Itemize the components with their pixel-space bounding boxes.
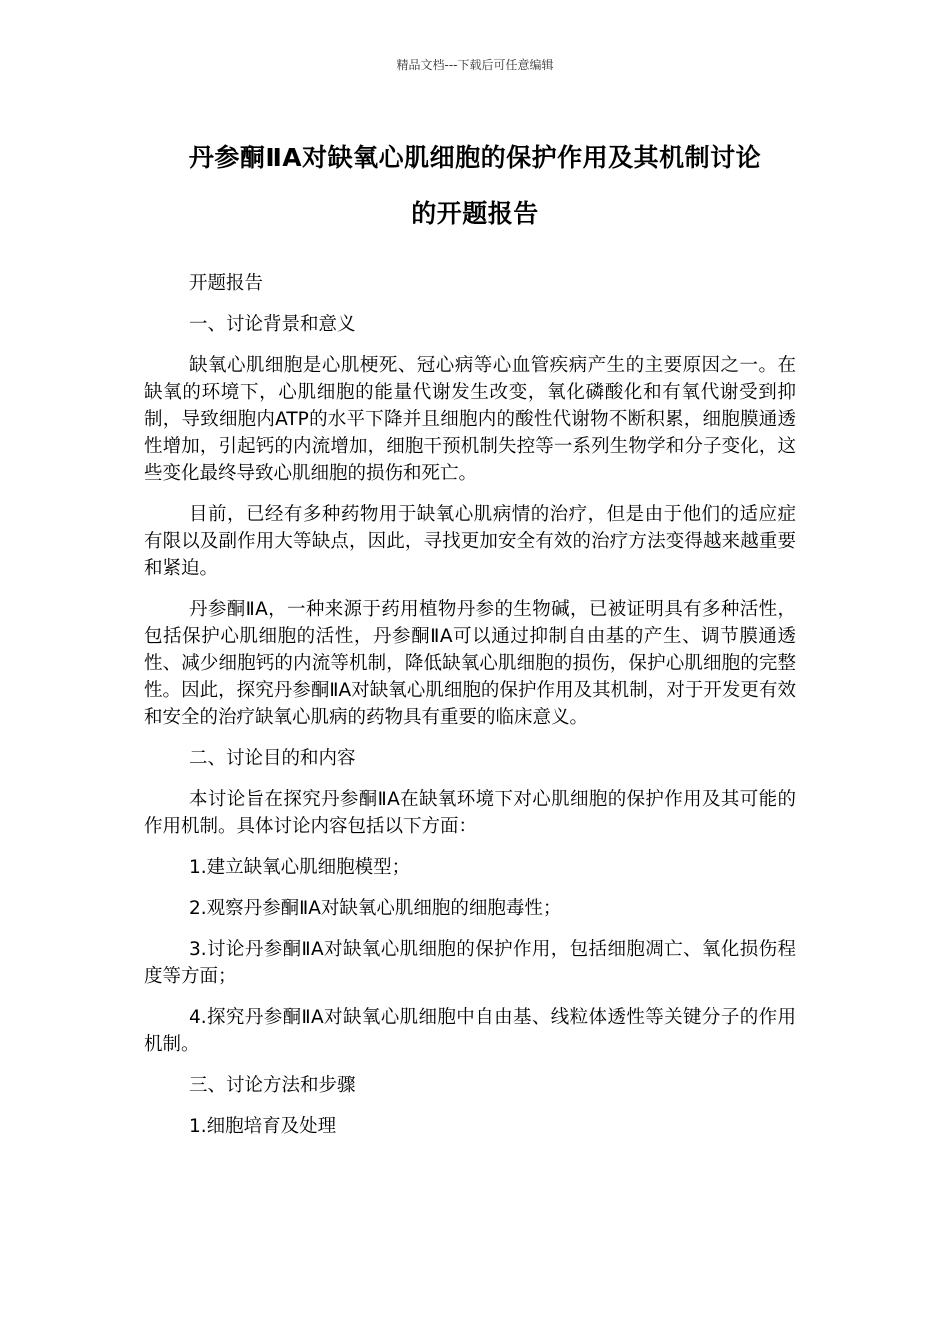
list-item: 1.建立缺氧心肌细胞模型； [189,857,411,878]
list-item: 4.探究丹参酮ⅡA对缺氧心肌细胞中自由基、线粒体透性等关键分子的作用机制。 [144,1007,796,1055]
title-line-1: 丹参酮ⅡA对缺氧心肌细胞的保护作用及其机制讨论 [188,143,762,172]
section-heading-2: 二、讨论目的和内容 [189,748,356,769]
paragraph: 本讨论旨在探究丹参酮ⅡA在缺氧环境下对心肌细胞的保护作用及其可能的作用机制。具体讨论内容包括以下方面： [144,789,796,837]
paragraph: 缺氧心肌细胞是心肌梗死、冠心病等心血管疾病产生的主要原因之一。在缺氧的环境下，心肌细胞的能量代谢发生改变，氧化磷酸化和有氧代谢受到抑制，导致细胞内ATP的水平下降并且细胞内的酸性代谢物不断积累，细胞膜通透性增加，引起钙的内流增加，细胞干预机制失控等一系列生物学和分子变化，这些变化最终导致心肌细胞的损伤和死亡。 [144,355,796,484]
page-header: 精品文档---下载后可任意编辑 [396,58,554,72]
list-item: 1.细胞培育及处理 [189,1116,337,1137]
list-item: 3.讨论丹参酮ⅡA对缺氧心肌细胞的保护作用，包括细胞凋亡、氧化损伤程度等方面； [144,939,796,987]
document-title [130,130,820,242]
section-heading-3: 三、讨论方法和步骤 [189,1075,356,1096]
paragraph: 丹参酮ⅡA，一种来源于药用植物丹参的生物碱，已被证明具有多种活性，包括保护心肌细胞的活性，丹参酮ⅡA可以通过抑制自由基的产生、调节膜通透性、减少细胞钙的内流等机制，降低缺氧心肌细胞的损伤，保护心肌细胞的完整性。因此，探究丹参酮ⅡA对缺氧心肌细胞的保护作用及其机制，对于开发更有效和安全的治疗缺氧心肌病的药物具有重要的临床意义。 [144,599,796,728]
section-label: 开题报告 [189,273,264,294]
list-item: 2.观察丹参酮ⅡA对缺氧心肌细胞的细胞毒性； [189,898,562,919]
title-line-2: 的开题报告 [411,199,539,228]
paragraph: 目前，已经有多种药物用于缺氧心肌病情的治疗，但是由于他们的适应症有限以及副作用大等缺点，因此，寻找更加安全有效的治疗方法变得越来越重要和紧迫。 [144,504,796,579]
document-body [144,270,796,1154]
section-heading-1: 一、讨论背景和意义 [189,314,356,335]
